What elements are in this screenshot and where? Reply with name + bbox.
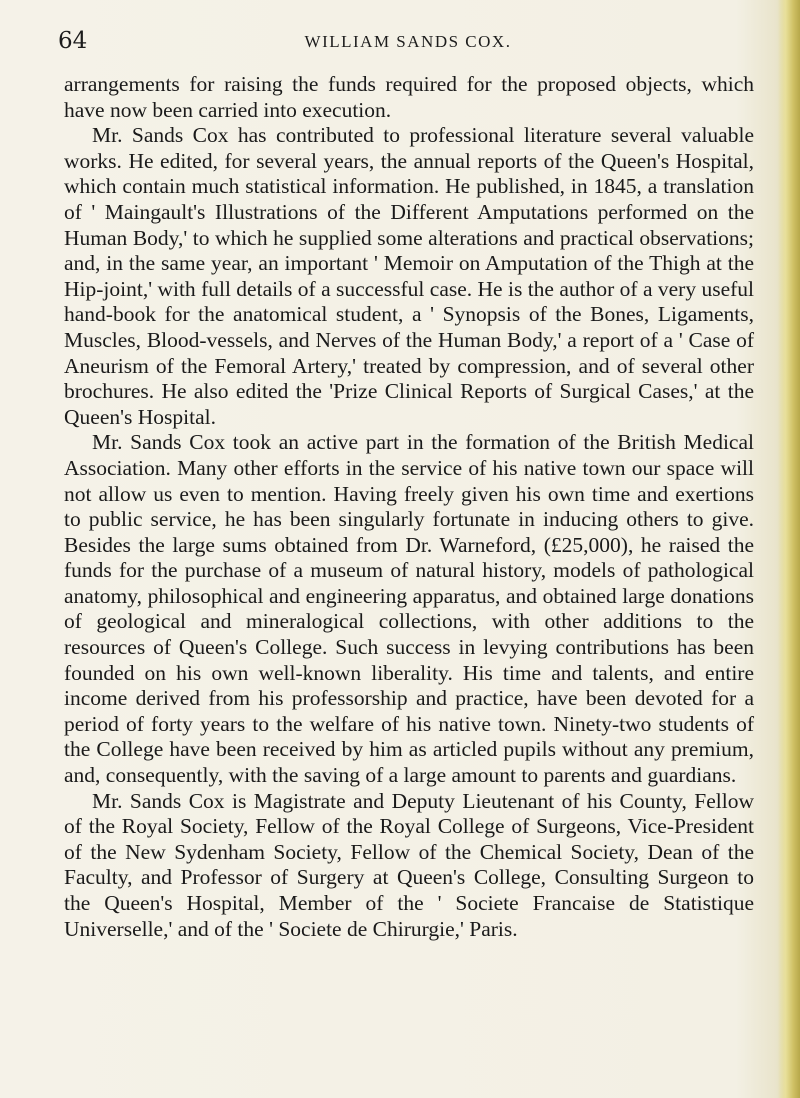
body-text (64, 72, 754, 942)
paragraph-1: arrangements for raising the funds required for the proposed objects, which have now been carried into execution. (64, 72, 754, 122)
page-edge-discoloration (778, 0, 800, 1098)
paragraph-4: Mr. Sands Cox is Magistrate and Deputy Lieutenant of his County, Fellow of the Royal Society, Fellow of the Royal College of Surgeons, Vice-President of the New Sydenham Society, Fellow of the Chemical Society, Dean of the Faculty, and Professor of Surgery at Queen's College, Consulting Surgeon to the Queen's Hospital, Member of the ' Societe Francaise de Statistique Universelle,' and of the ' Societe de Chirurgie,' Paris. (64, 788, 754, 941)
paragraph-3: Mr. Sands Cox took an active part in the formation of the British Medical Association. Many other efforts in the service of his native town our space will not allow us even to mention. Having freely given his own time and exertions to public service, he has been singularly fortunate in inducing others to give. Besides the large sums obtained from Dr. Warneford, (£25,000), he raised the funds for the purchase of a museum of natural history, models of pathological anatomy, philosophical and engineering apparatus, and obtained large donations of geological and mineralogical collections, with other additions to the resources of Queen's College. Such success in levying contributions has been founded on his own well-known liberality. His time and talents, and entire income derived from his professorship and practice, have been devoted for a period of forty years to the welfare of his native town. Ninety-two students of the College have been received by him as articled pupils without any premium, and, consequently, with the saving of a large amount to parents and guardians. (64, 430, 754, 788)
page-number: 64 (58, 28, 88, 54)
paragraph-2: Mr. Sands Cox has contributed to professional literature several valuable works. He edited, for several years, the annual reports of the Queen's Hospital, which contain much statistical information. He published, in 1845, a translation of ' Maingault's Illustrations of the Different Amputations performed on the Human Body,' to which he supplied some alterations and practical observations; and, in the same year, an important ' Memoir on Amputation of the Thigh at the Hip-joint,' with full details of a successful case. He is the author of a very useful hand-book for the anatomical student, a ' Synopsis of the Bones, Ligaments, Muscles, Blood-vessels, and Nerves of the Human Body,' a report of a ' Case of Aneurism of the Femoral Artery,' treated by compression, and of several other brochures. He also edited the 'Prize Clinical Reports of Surgical Cases,' at the Queen's Hospital. (64, 123, 754, 429)
page-header (58, 24, 758, 60)
running-head: WILLIAM SANDS COX. (304, 32, 512, 51)
